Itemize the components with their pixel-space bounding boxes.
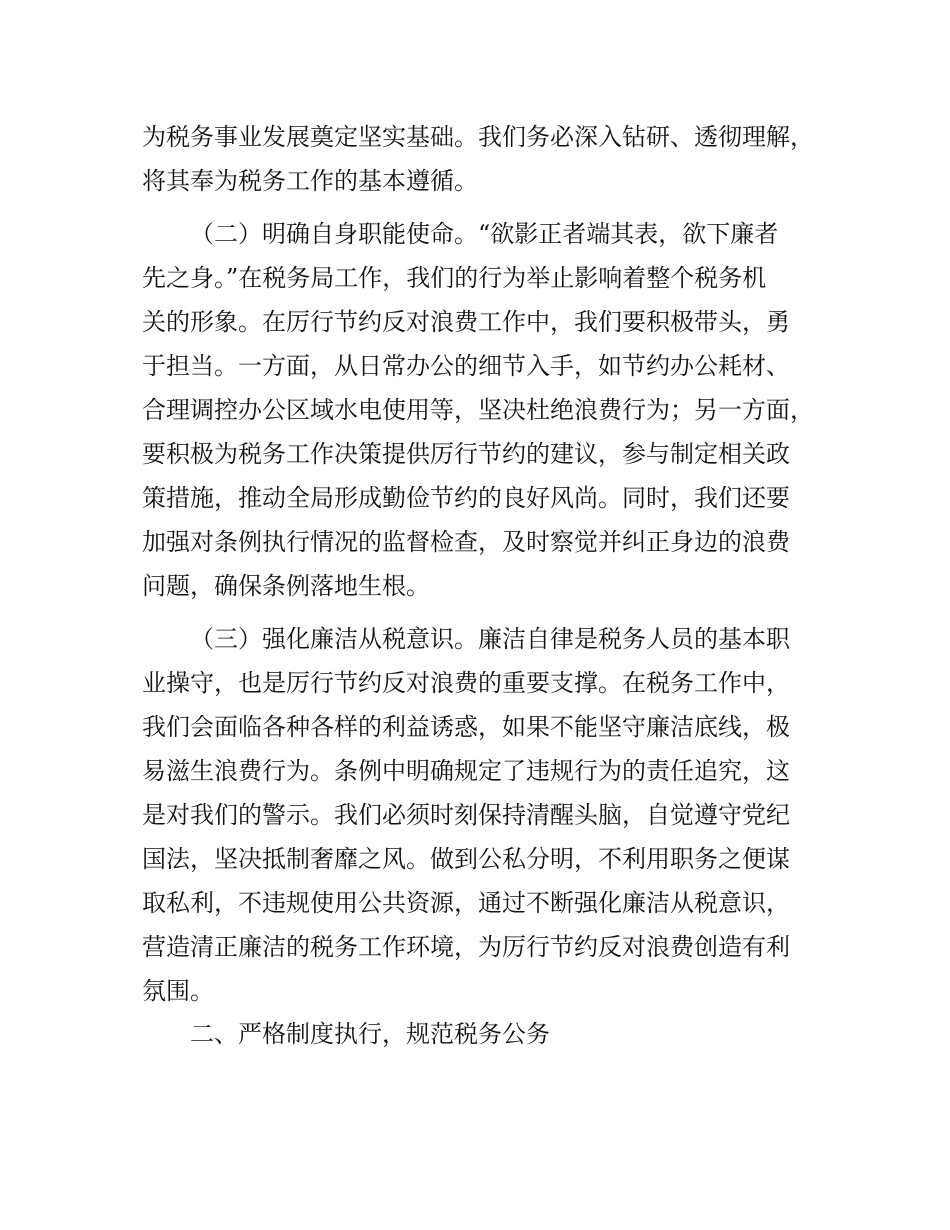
text-line: 策措施，推动全局形成勤俭节约的良好风尚。同时，我们还要 [142, 484, 790, 512]
text-line: 我们会面临各种各样的利益诱惑，如果不能坚守廉洁底线，极 [142, 713, 790, 741]
text-line: 合理调控办公区域水电使用等，坚决杜绝浪费行为；另一方面， [142, 396, 814, 424]
text-line: 取私利，不违规使用公共资源，通过不断强化廉洁从税意识， [142, 889, 790, 917]
text-line: 业操守，也是厉行节约反对浪费的重要支撑。在税务工作中， [142, 669, 790, 697]
text-line: 关的形象。在厉行节约反对浪费工作中，我们要积极带头，勇 [142, 308, 790, 336]
paragraph-section-two [142, 212, 832, 608]
text-line: 问题，确保条例落地生根。 [142, 572, 430, 600]
text-line: （二）明确自身职能使命。“欲影正者端其表，欲下廉者 [190, 220, 779, 248]
text-line: 为税务事业发展奠定坚实基础。我们务必深入钻研、透彻理解， [142, 123, 814, 151]
text-line: 营造清正廉洁的税务工作环境，为厉行节约反对浪费创造有利 [142, 933, 790, 961]
heading-text: 二、严格制度执行，规范税务公务 [190, 1020, 550, 1048]
text-line: 国法，坚决抵制奢靡之风。做到公私分明，不利用职务之便谋 [142, 845, 790, 873]
text-line: 是对我们的警示。我们必须时刻保持清醒头脑，自觉遵守党纪 [142, 801, 790, 829]
text-line: 将其奉为税务工作的基本遵循。 [142, 167, 478, 195]
text-line: 易滋生浪费行为。条例中明确规定了违规行为的责任追究，这 [142, 757, 790, 785]
section-heading [142, 1012, 832, 1056]
paragraph-section-three [142, 617, 832, 1013]
text-line: 要积极为税务工作决策提供厉行节约的建议，参与制定相关政 [142, 440, 790, 468]
text-line: 于担当。一方面，从日常办公的细节入手，如节约办公耗材、 [142, 352, 790, 380]
text-line: （三）强化廉洁从税意识。廉洁自律是税务人员的基本职 [190, 625, 790, 653]
text-line: 先之身。”在税务局工作，我们的行为举止影响着整个税务机 [142, 264, 767, 292]
text-line: 加强对条例执行情况的监督检查，及时察觉并纠正身边的浪费 [142, 528, 790, 556]
paragraph-continuation [142, 115, 832, 203]
text-line: 氛围。 [142, 977, 214, 1005]
